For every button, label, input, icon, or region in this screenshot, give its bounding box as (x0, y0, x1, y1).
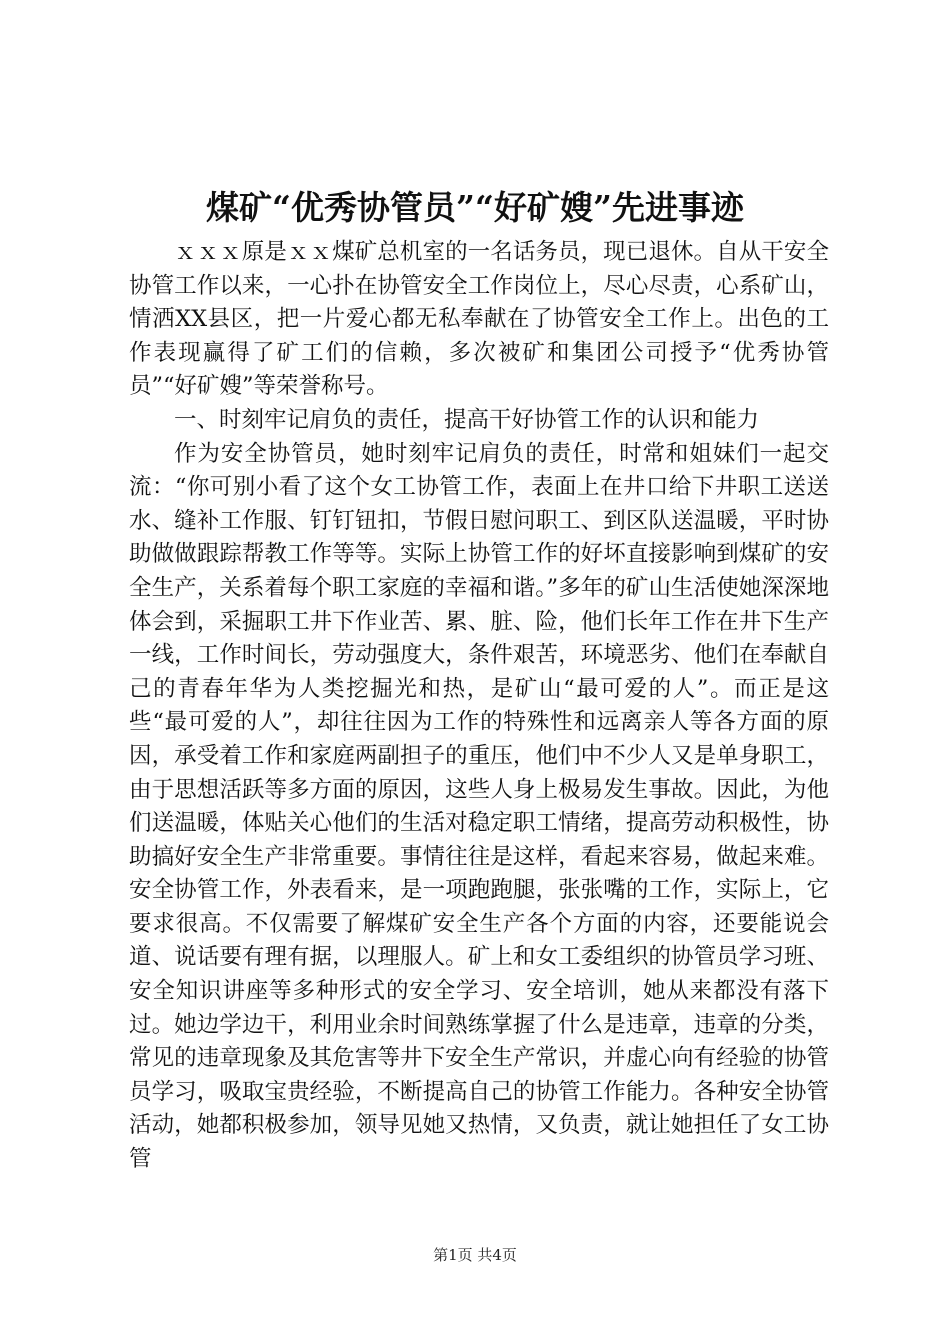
section-heading: 一、时刻牢记肩负的责任，提高干好协管工作的认识和能力 (174, 406, 760, 433)
page-footer: 第1页 共4页 (433, 1246, 517, 1264)
paragraph-main: 作为安全协管员，她时刻牢记肩负的责任，时常和姐妹们一起交流：“你可别小看了这个女工协管工作，表面上在井口给下井职工送送水、缝补工作服、钉钉钮扣，节假日慰问职工、到区队送温暖，平时协助做做跟踪帮教工作等等。实际上协管工作的好坏直接影响到煤矿的安全生产，关系着每个职工家庭的幸福和谐。”多年的矿山生活使她深深地体会到，采掘职工井下作业苦、累、脏、险，他们长年工作在井下生产一线，工作时间长，劳动强度大，条件艰苦，环境恶劣、他们在奉献自己的青春年华为人类挖掘光和热，是矿山“最可爱的人”。而正是这些“最可爱的人”，却往往因为工作的特殊性和远离亲人等各方面的原因，承受着工作和家庭两副担子的重压，他们中不少人又是单身职工，由于思想活跃等多方面的原因，这些人身上极易发生事故。因此，为他们送温暖，体贴关心他们的生活对稳定职工情绪，提高劳动积极性，协助搞好安全生产非常重要。事情往往是这样，看起来容易，做起来难。安全协管工作，外表看来，是一项跑跑腿，张张嘴的工作，实际上，它要求很高。不仅需要了解煤矿安全生产各个方面的内容，还要能说会道、说话要有理有据，以理服人。矿上和女工委组织的协管员学习班、安全知识讲座等多种形式的安全学习、安全培训，她从来都没有落下过。她边学边干，利用业余时间熟练掌握了什么是违章，违章的分类，常见的违章现象及其危害等井下安全生产常识，并虚心向有经验的协管员学习，吸取宝贵经验，不断提高自己的协管工作能力。各种安全协管活动，她都积极参加，领导见她又热情，又负责，就让她担任了女工协管 (129, 440, 829, 1173)
document-title: 煤矿“优秀协管员”“好矿嫂”先进事迹 (206, 188, 744, 227)
paragraph-intro: ｘｘｘ原是ｘｘ煤矿总机室的一名话务员，现已退休。自从干安全协管工作以来，一心扑在协管安全工作岗位上，尽心尽责，心系矿山，情洒XX县区，把一片爱心都无私奉献在了协管安全工作上。出色的工作表现赢得了矿工们的信赖，多次被矿和集团公司授予“优秀协管员”“好矿嫂”等荣誉称号。 (129, 239, 829, 400)
document-body (129, 236, 829, 1177)
